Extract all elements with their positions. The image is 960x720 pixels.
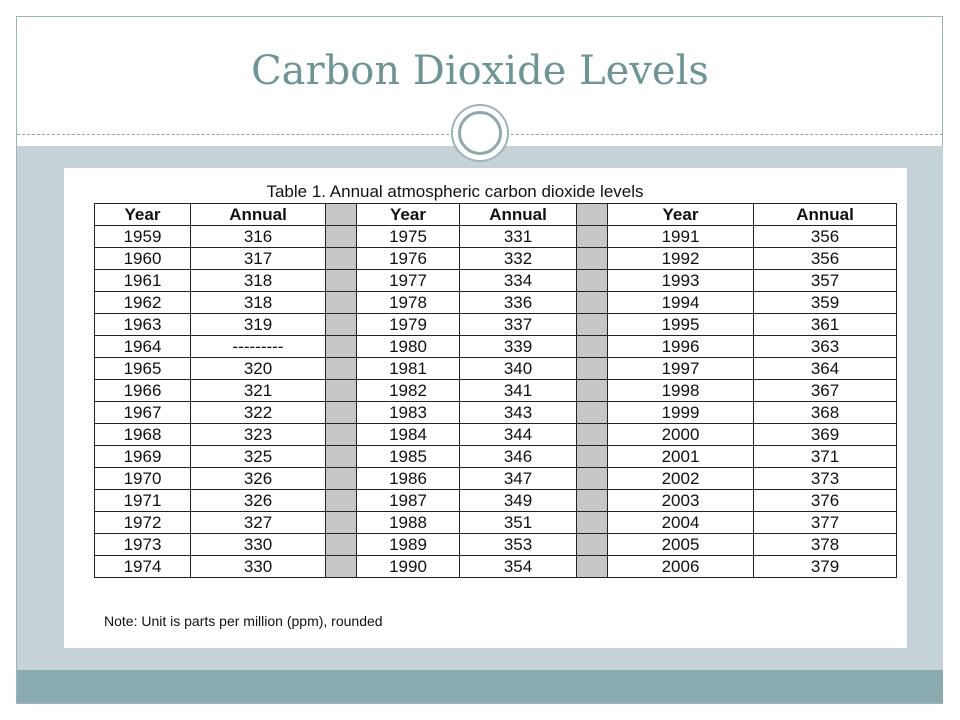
table-cell: 1988 — [357, 512, 460, 534]
table-cell: 2001 — [608, 446, 754, 468]
table-row — [95, 248, 897, 270]
table-cell: 376 — [754, 490, 897, 512]
table-row — [95, 314, 897, 336]
table-cell: 2000 — [608, 424, 754, 446]
gap-cell — [326, 358, 357, 380]
table-cell: 319 — [191, 314, 326, 336]
table-cell: 1996 — [608, 336, 754, 358]
table-cell: 359 — [754, 292, 897, 314]
gap-cell — [326, 402, 357, 424]
table-cell: 369 — [754, 424, 897, 446]
table-cell: 1969 — [95, 446, 191, 468]
table-cell: 318 — [191, 292, 326, 314]
table-cell: 341 — [460, 380, 577, 402]
gap-cell — [326, 424, 357, 446]
divider-circle-inner — [458, 111, 502, 155]
table-cell: 344 — [460, 424, 577, 446]
table-cell: 1977 — [357, 270, 460, 292]
table-cell: 1992 — [608, 248, 754, 270]
table-cell: 1965 — [95, 358, 191, 380]
gap-cell — [326, 468, 357, 490]
table-row — [95, 292, 897, 314]
table-cell: 331 — [460, 226, 577, 248]
table-cell: 2006 — [608, 556, 754, 578]
gap-cell — [326, 534, 357, 556]
table-row — [95, 358, 897, 380]
table-cell: 1968 — [95, 424, 191, 446]
table-cell: 325 — [191, 446, 326, 468]
gap-cell — [577, 226, 608, 248]
table-cell: 2005 — [608, 534, 754, 556]
table-cell: 357 — [754, 270, 897, 292]
table-cell: 1987 — [357, 490, 460, 512]
table-cell: 1970 — [95, 468, 191, 490]
table-cell: 1995 — [608, 314, 754, 336]
table-cell: 322 — [191, 402, 326, 424]
table-cell: 1982 — [357, 380, 460, 402]
gap-cell — [326, 226, 357, 248]
table-cell: 363 — [754, 336, 897, 358]
gap-cell — [577, 270, 608, 292]
table-cell: 351 — [460, 512, 577, 534]
table-cell: 1975 — [357, 226, 460, 248]
table-cell: 336 — [460, 292, 577, 314]
table-cell: 354 — [460, 556, 577, 578]
table-cell: 1986 — [357, 468, 460, 490]
table-cell: 317 — [191, 248, 326, 270]
table-row — [95, 512, 897, 534]
table-cell: 321 — [191, 380, 326, 402]
divider-circle-ornament — [451, 104, 509, 162]
table-cell: 1971 — [95, 490, 191, 512]
table-cell: 1973 — [95, 534, 191, 556]
table-cell: 2004 — [608, 512, 754, 534]
column-header: Annual — [191, 204, 326, 226]
table-row — [95, 556, 897, 578]
co2-table — [94, 203, 897, 578]
table-cell: 327 — [191, 512, 326, 534]
gap-cell — [577, 556, 608, 578]
table-row — [95, 446, 897, 468]
table-cell: --------- — [191, 336, 326, 358]
table-cell: 326 — [191, 468, 326, 490]
table-cell: 1978 — [357, 292, 460, 314]
table-cell: 320 — [191, 358, 326, 380]
table-cell: 323 — [191, 424, 326, 446]
gap-cell — [326, 380, 357, 402]
gap-cell — [326, 446, 357, 468]
table-caption: Table 1. Annual atmospheric carbon dioxide levels — [266, 182, 644, 201]
table-cell: 1984 — [357, 424, 460, 446]
gap-cell — [577, 534, 608, 556]
table-cell: 1998 — [608, 380, 754, 402]
gap-cell — [577, 424, 608, 446]
gap-cell — [577, 314, 608, 336]
gap-cell — [577, 512, 608, 534]
table-cell: 343 — [460, 402, 577, 424]
table-cell: 339 — [460, 336, 577, 358]
table-cell: 378 — [754, 534, 897, 556]
table-cell: 1990 — [357, 556, 460, 578]
table-cell: 367 — [754, 380, 897, 402]
table-row — [95, 490, 897, 512]
gap-cell — [577, 380, 608, 402]
gap-cell — [326, 292, 357, 314]
table-header-row — [95, 204, 897, 226]
table-cell: 1989 — [357, 534, 460, 556]
table-cell: 346 — [460, 446, 577, 468]
column-header: Year — [357, 204, 460, 226]
table-row — [95, 534, 897, 556]
table-cell: 368 — [754, 402, 897, 424]
table-cell: 1966 — [95, 380, 191, 402]
table-cell: 1985 — [357, 446, 460, 468]
table-cell: 364 — [754, 358, 897, 380]
table-cell: 1994 — [608, 292, 754, 314]
table-cell: 330 — [191, 534, 326, 556]
gap-cell — [577, 336, 608, 358]
table-body — [95, 226, 897, 578]
gap-cell — [577, 358, 608, 380]
table-cell: 1979 — [357, 314, 460, 336]
slide-title: Carbon Dioxide Levels — [251, 48, 709, 94]
table-cell: 1997 — [608, 358, 754, 380]
table-row — [95, 270, 897, 292]
gap-cell — [577, 248, 608, 270]
table-row — [95, 380, 897, 402]
column-header: Annual — [754, 204, 897, 226]
table-cell: 316 — [191, 226, 326, 248]
table-cell: 2003 — [608, 490, 754, 512]
column-header: Year — [95, 204, 191, 226]
table-cell: 330 — [191, 556, 326, 578]
table-row — [95, 468, 897, 490]
table-cell: 356 — [754, 226, 897, 248]
table-cell: 353 — [460, 534, 577, 556]
gap-cell — [577, 446, 608, 468]
table-cell: 332 — [460, 248, 577, 270]
table-cell: 361 — [754, 314, 897, 336]
table-cell: 334 — [460, 270, 577, 292]
gap-cell — [326, 314, 357, 336]
table-note: Note: Unit is parts per million (ppm), rounded — [104, 613, 383, 629]
table-row — [95, 336, 897, 358]
gap-cell — [326, 556, 357, 578]
table-row — [95, 226, 897, 248]
table-cell: 1962 — [95, 292, 191, 314]
table-cell: 1960 — [95, 248, 191, 270]
table-cell: 371 — [754, 446, 897, 468]
table-cell: 326 — [191, 490, 326, 512]
gap-cell — [326, 512, 357, 534]
table-cell: 1980 — [357, 336, 460, 358]
table-cell: 1961 — [95, 270, 191, 292]
table-cell: 377 — [754, 512, 897, 534]
gap-cell — [577, 402, 608, 424]
footer-band — [17, 670, 943, 703]
gap-cell — [326, 270, 357, 292]
table-cell: 1967 — [95, 402, 191, 424]
table-cell: 1981 — [357, 358, 460, 380]
gap-cell — [326, 336, 357, 358]
co2-table-figure — [64, 168, 907, 648]
table-cell: 318 — [191, 270, 326, 292]
table-cell: 356 — [754, 248, 897, 270]
column-header: Annual — [460, 204, 577, 226]
column-header: Year — [608, 204, 754, 226]
table-cell: 379 — [754, 556, 897, 578]
table-row — [95, 424, 897, 446]
gap-cell — [326, 248, 357, 270]
table-cell: 373 — [754, 468, 897, 490]
table-row — [95, 402, 897, 424]
table-cell: 1963 — [95, 314, 191, 336]
table-cell: 1999 — [608, 402, 754, 424]
gap-cell — [577, 490, 608, 512]
table-cell: 1972 — [95, 512, 191, 534]
table-cell: 1974 — [95, 556, 191, 578]
table-cell: 337 — [460, 314, 577, 336]
table-cell: 340 — [460, 358, 577, 380]
table-cell: 1991 — [608, 226, 754, 248]
gap-cell — [326, 490, 357, 512]
table-cell: 349 — [460, 490, 577, 512]
gap-column-header — [577, 204, 608, 226]
table-cell: 1983 — [357, 402, 460, 424]
table-cell: 1976 — [357, 248, 460, 270]
table-cell: 1964 — [95, 336, 191, 358]
gap-cell — [577, 468, 608, 490]
gap-column-header — [326, 204, 357, 226]
table-cell: 1959 — [95, 226, 191, 248]
gap-cell — [577, 292, 608, 314]
table-cell: 1993 — [608, 270, 754, 292]
table-cell: 347 — [460, 468, 577, 490]
table-cell: 2002 — [608, 468, 754, 490]
